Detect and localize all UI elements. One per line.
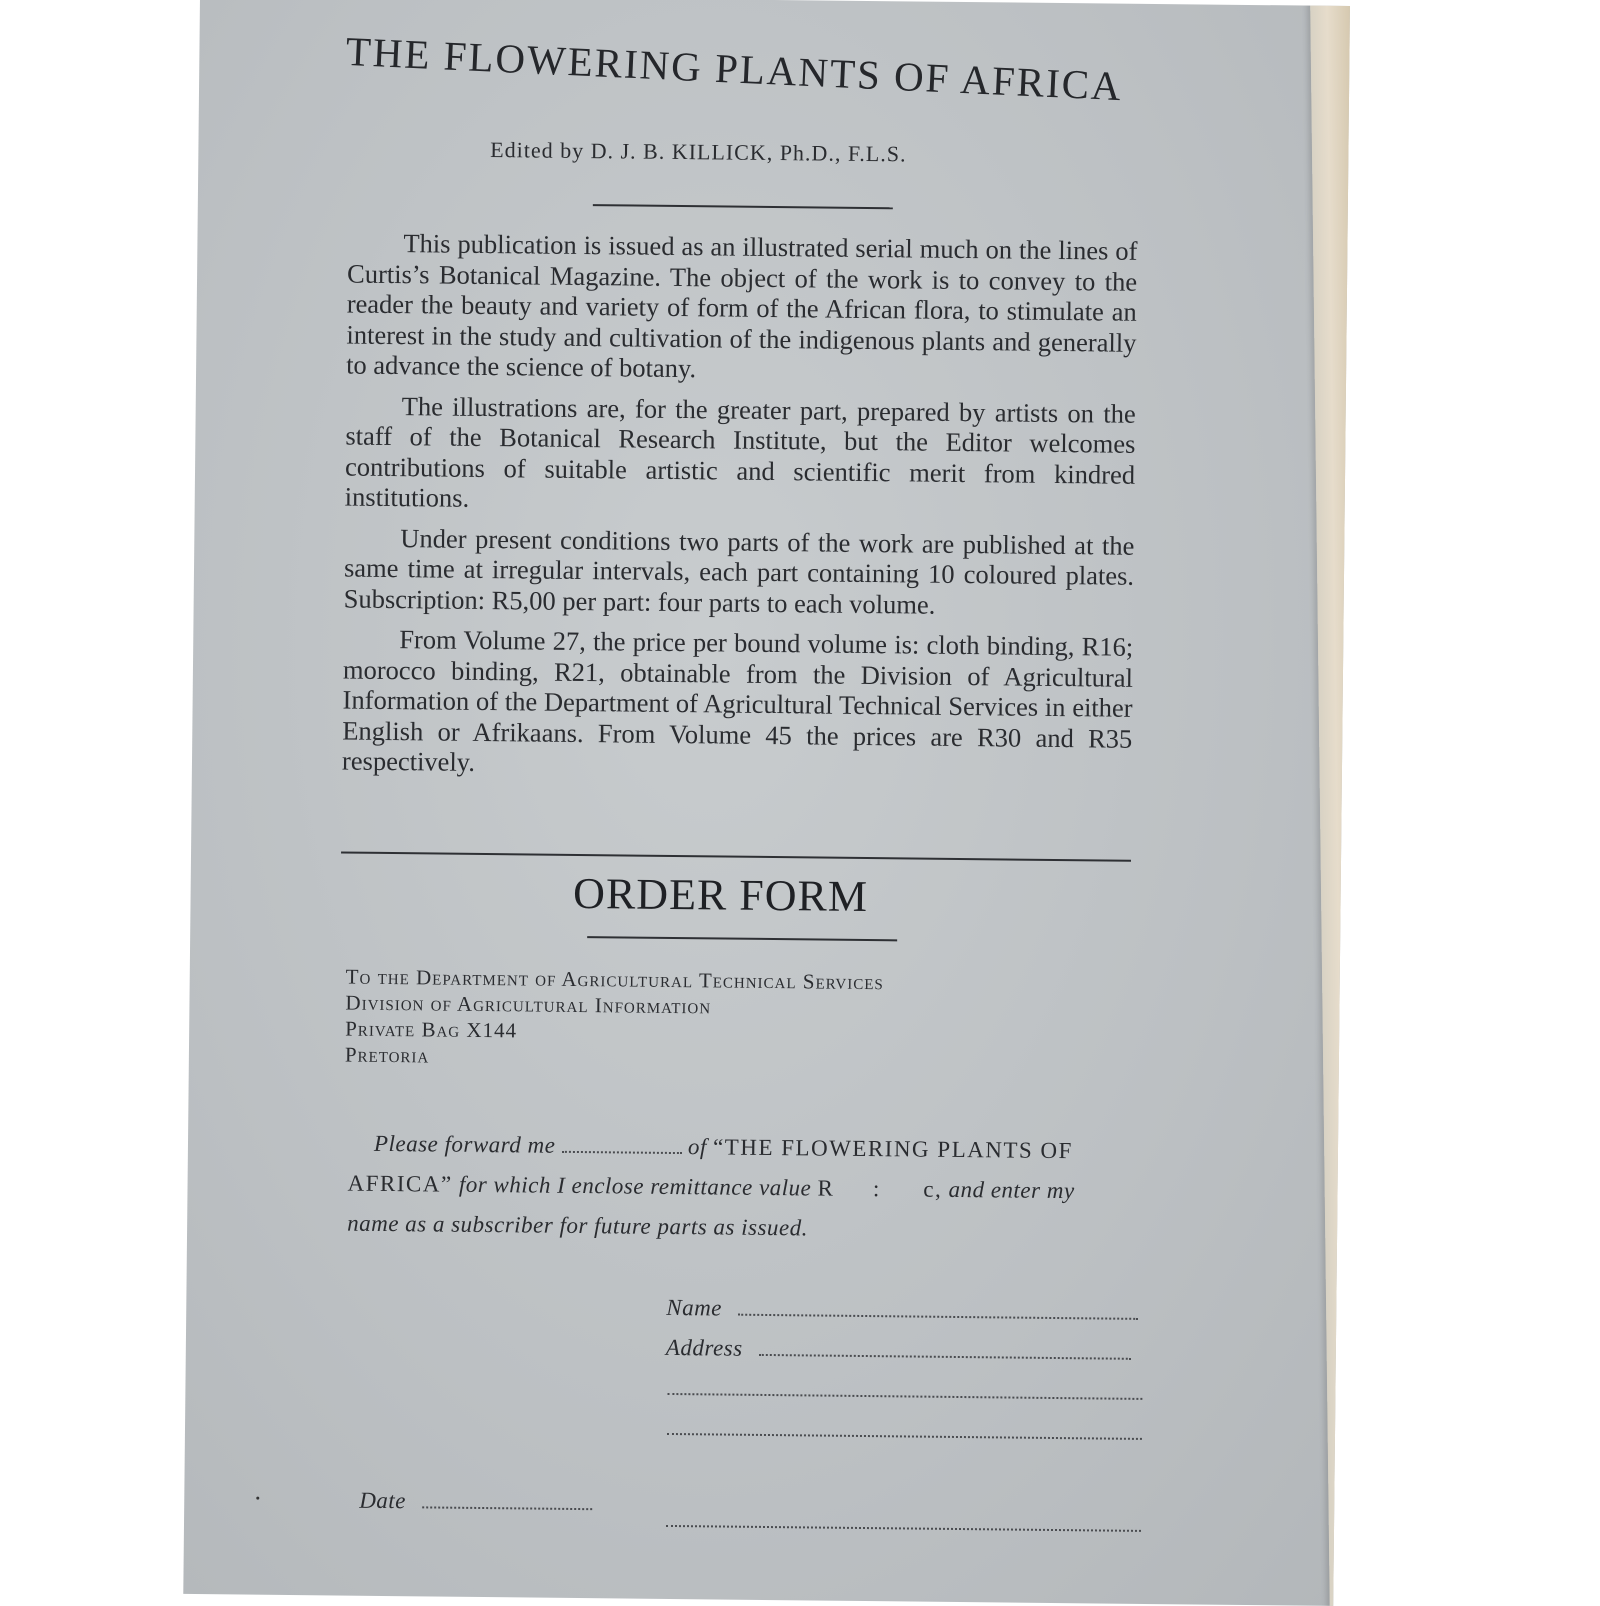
description-body (342, 228, 1138, 795)
name-label: Name (666, 1295, 722, 1321)
order-form-heading: ORDER FORM (440, 867, 1001, 924)
quantity-blank[interactable] (562, 1133, 682, 1154)
address-field-line2[interactable] (667, 1393, 1142, 1400)
editor-line: Edited by D. J. B. KILLICK, Ph.D., F.L.S. (398, 136, 998, 168)
order-request (347, 1124, 1148, 1252)
request-title-line1: “THE FLOWERING PLANTS OF (713, 1134, 1073, 1163)
request-text-subscriber: name as a subscriber for future parts as issued. (347, 1204, 1147, 1252)
order-heading-underline (587, 936, 897, 941)
address-field-row (666, 1335, 1131, 1366)
address-line-division: Division of Agricultural Information (345, 990, 1045, 1023)
paper-speck (256, 1497, 259, 1500)
request-text-enter: and enter my (948, 1177, 1074, 1203)
cents-symbol: c, (923, 1177, 942, 1202)
request-text-of: of (688, 1134, 707, 1159)
address-field-line1[interactable] (759, 1336, 1131, 1360)
address-line-bag: Private Bag X144 (345, 1016, 1045, 1049)
date-field[interactable] (422, 1488, 592, 1510)
request-title-line2: AFRICA” (347, 1171, 452, 1197)
paragraph-illustrations: The illustrations are, for the greater part, prepared by artists on the staff of the Botanical Research Institute, but the Editor welcomes contributions of suitable artistic and scientific merit from kindred institutions. (345, 390, 1136, 520)
page-title: THE FLOWERING PLANTS OF AFRICA (319, 26, 1150, 112)
request-text-remittance: for which I enclose remittance value (459, 1172, 812, 1201)
date-label: Date (359, 1488, 406, 1513)
document-page (183, 0, 1350, 1606)
recipient-address (345, 964, 1046, 1075)
request-text-forward: Please forward me (374, 1131, 556, 1158)
currency-symbol: R (817, 1176, 834, 1201)
paragraph-intro: This publication is issued as an illustrated serial much on the lines of Curtis’s Botanical Magazine. The object of the work is to convey to the reader the beauty and variety of form of the African flora, to stimulate an interest in the study and cultivation of the indigenous plants and generally to advance the science of botany. (346, 228, 1138, 389)
page-content (183, 0, 1350, 1606)
name-field-row (666, 1295, 1138, 1326)
paragraph-prices: From Volume 27, the price per bound volume is: cloth binding, R16; morocco binding, R21, obtainable from the Division of Agricultural Information of the Department of Agricultural Technical Services in either English or Afrikaans. From Volume 45 the prices are R30 and R35 respectively. (342, 624, 1134, 785)
date-field-row (359, 1488, 592, 1516)
section-divider (341, 852, 1131, 862)
address-line-department: To the Department of Agricultural Technical Services (346, 964, 1046, 997)
name-field[interactable] (738, 1296, 1138, 1320)
paragraph-subscription: Under present conditions two parts of the work are published at the same time at irregular intervals, each part containing 10 coloured plates. Subscription: R5,00 per part: four parts to each volume. (344, 522, 1135, 622)
signature-field[interactable] (666, 1525, 1141, 1532)
address-label: Address (666, 1335, 743, 1361)
address-field-line3[interactable] (667, 1433, 1142, 1440)
title-divider (593, 204, 893, 209)
address-line-city: Pretoria (345, 1042, 1045, 1075)
amount-separator: : (873, 1176, 881, 1201)
